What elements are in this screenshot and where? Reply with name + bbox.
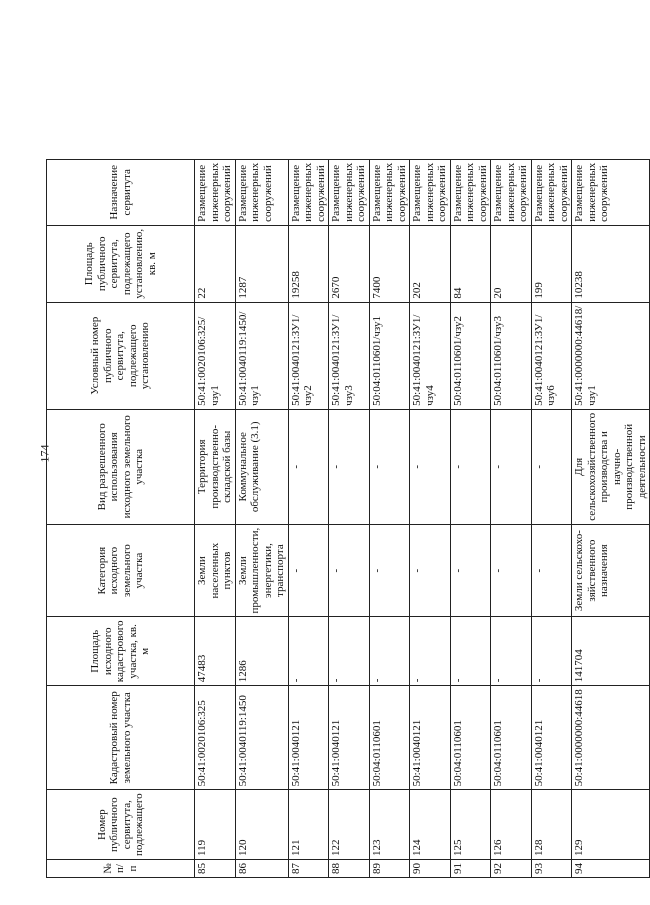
page-number: 174 [37,444,52,463]
rotated-table-container [46,159,650,878]
table-row [572,159,650,877]
table-row [329,159,370,877]
permitted-use: - [410,409,451,524]
purpose: Размещение инженерных сооружений [450,159,491,225]
permitted-use: - [369,409,410,524]
category: Земли промышленности, энергетики, транспорта [235,524,288,617]
header-servitude-number: Номер публичного сервитута, подлежащего [47,790,195,860]
permitted-use: Коммунальное обслуживание (3.1) [235,409,288,524]
conditional-number: 50:41:0040121:ЗУ1/чзу6 [531,302,572,409]
conditional-number: 50:41:0040121:ЗУ1/чзу4 [410,302,451,409]
permitted-use: - [491,409,532,524]
row-number: 89 [369,860,410,878]
cadastral-number: 50:41:0040119:1450 [235,686,288,790]
permitted-use: - [329,409,370,524]
cadastral-number: 50:41:0040121 [410,686,451,790]
servitude-number: 128 [531,790,572,860]
conditional-number: 50:41:0040121:ЗУ1/чзу3 [329,302,370,409]
servitude-area: 199 [531,225,572,302]
conditional-number: 50:04:0110601/чзу1 [369,302,410,409]
servitude-area: 1287 [235,225,288,302]
purpose: Размещение инженерных сооружений [410,159,451,225]
purpose: Размещение инженерных сооружений [531,159,572,225]
row-number: 86 [235,860,288,878]
cadastral-number: 50:41:0040121 [531,686,572,790]
servitude-number: 121 [288,790,329,860]
area-value: - [288,617,329,686]
area-value: - [329,617,370,686]
table-row [491,159,532,877]
header-cadastral-number: Кадастровый номер земельного участка [47,686,195,790]
cadastral-number: 50:41:0020106:325 [195,686,236,790]
servitude-area: 10238 [572,225,650,302]
permitted-use: - [531,409,572,524]
header-conditional-number: Условный номер публичного сервитута, подлежащего установлению [47,302,195,409]
servitude-area: 2670 [329,225,370,302]
purpose: Размещение инженерных сооружений [572,159,650,225]
area-value: - [450,617,491,686]
servitude-number: 123 [369,790,410,860]
row-number: 87 [288,860,329,878]
purpose: Размещение инженерных сооружений [288,159,329,225]
header-servitude-area: Площадь публичного сервитута, подлежащего установлению, кв. м [47,225,195,302]
table-body [195,159,650,877]
area-value: - [369,617,410,686]
conditional-number: 50:04:0110601/чзу2 [450,302,491,409]
header-category: Категория исходного земельного участка [47,524,195,617]
servitude-area: 19258 [288,225,329,302]
table-row [369,159,410,877]
header-area: Площадь исходного кадастрового участка, кв. м [47,617,195,686]
cadastral-number: 50:04:0110601 [491,686,532,790]
permitted-use: - [288,409,329,524]
row-number: 92 [491,860,532,878]
cadastral-number: 50:04:0110601 [450,686,491,790]
table-row [531,159,572,877]
table-row [235,159,288,877]
servitude-number: 129 [572,790,650,860]
servitude-area: 84 [450,225,491,302]
servitude-area: 22 [195,225,236,302]
servitude-area: 20 [491,225,532,302]
permitted-use: Для сельскохозяйственного производства и научно-производственной деятельности [572,409,650,524]
servitude-number: 119 [195,790,236,860]
row-number: 91 [450,860,491,878]
table-row [288,159,329,877]
area-value: 47483 [195,617,236,686]
servitude-table [46,159,650,878]
servitude-area: 202 [410,225,451,302]
servitude-number: 125 [450,790,491,860]
row-number: 88 [329,860,370,878]
area-value: 141704 [572,617,650,686]
area-value: 1286 [235,617,288,686]
permitted-use: - [450,409,491,524]
table-row [410,159,451,877]
servitude-area: 7400 [369,225,410,302]
cadastral-number: 50:41:0040121 [329,686,370,790]
category: Земли населенных пунктов [195,524,236,617]
purpose: Размещение инженерных сооружений [235,159,288,225]
servitude-number: 124 [410,790,451,860]
category: - [491,524,532,617]
area-value: - [410,617,451,686]
area-value: - [491,617,532,686]
category: - [450,524,491,617]
header-row [47,159,195,877]
row-number: 85 [195,860,236,878]
row-number: 94 [572,860,650,878]
purpose: Размещение инженерных сооружений [369,159,410,225]
header-purpose: Назначение сервитута [47,159,195,225]
category: Земли сельскохо-зяйственного назначения [572,524,650,617]
category: - [410,524,451,617]
permitted-use: Территория производственно-складской базы [195,409,236,524]
purpose: Размещение инженерных сооружений [195,159,236,225]
cadastral-number: 50:41:0040121 [288,686,329,790]
purpose: Размещение инженерных сооружений [329,159,370,225]
cadastral-number: 50:04:0110601 [369,686,410,790]
row-number: 90 [410,860,451,878]
table-row [450,159,491,877]
servitude-number: 126 [491,790,532,860]
row-number: 93 [531,860,572,878]
header-num: № п/п [47,860,195,878]
cadastral-number: 50:41:0000000:44618 [572,686,650,790]
table-row [195,159,236,877]
conditional-number: 50:04:0110601/чзу3 [491,302,532,409]
conditional-number: 50:41:0040119:1450/чзу1 [235,302,288,409]
servitude-number: 122 [329,790,370,860]
conditional-number: 50:41:0020106:325/чзу1 [195,302,236,409]
category: - [329,524,370,617]
category: - [531,524,572,617]
purpose: Размещение инженерных сооружений [491,159,532,225]
category: - [288,524,329,617]
area-value: - [531,617,572,686]
servitude-number: 120 [235,790,288,860]
conditional-number: 50:41:0040121:ЗУ1/чзу2 [288,302,329,409]
category: - [369,524,410,617]
header-permitted-use: Вид разрешенного использования исходного земельного участка [47,409,195,524]
conditional-number: 50:41:0000000:44618/чзу1 [572,302,650,409]
